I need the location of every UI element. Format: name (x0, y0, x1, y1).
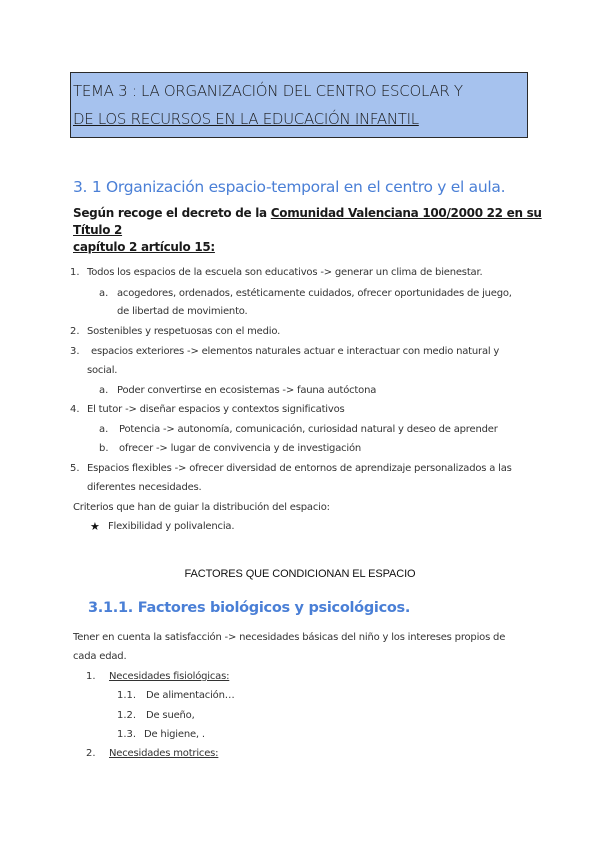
factors-subheading: 3.1.1. Factores biológicos y psicológicos. (88, 600, 411, 616)
criteria-label: Criterios que han de guiar la distribución del espacio: (73, 502, 330, 513)
title-line-1: TEMA 3 : LA ORGANIZACIÓN DEL CENTRO ESCOLAR Y (73, 82, 463, 100)
list-marker: 3. (70, 346, 80, 357)
intro-paragraph (73, 205, 543, 256)
list-item: diferentes necesidades. (87, 482, 202, 493)
list-marker: 2. (70, 326, 80, 337)
list-marker: a. (99, 424, 109, 435)
factors-paragraph-line: Tener en cuenta la satisfacción -> necesidades básicas del niño y los intereses propios de (73, 632, 506, 643)
list-item: de libertad de movimiento. (117, 306, 248, 317)
list-item: Necesidades fisiológicas: (109, 671, 230, 682)
list-item: Poder convertirse en ecosistemas -> fauna autóctona (117, 385, 377, 396)
star-icon: ★ (90, 520, 100, 533)
list-item: Espacios flexibles -> ofrecer diversidad de entornos de aprendizaje personalizados a las (87, 463, 512, 474)
list-marker: 1.3. (117, 729, 137, 740)
list-item: Todos los espacios de la escuela son educativos -> generar un clima de bienestar. (87, 267, 483, 278)
list-item: El tutor -> diseñar espacios y contextos significativos (87, 404, 345, 415)
list-item: Sostenibles y respetuosas con el medio. (87, 326, 281, 337)
list-marker: 4. (70, 404, 80, 415)
list-marker: b. (99, 443, 109, 454)
list-item: ofrecer -> lugar de convivencia y de investigación (119, 443, 362, 454)
list-marker: 1.2. (117, 710, 137, 721)
section-heading: 3. 1 Organización espacio-temporal en el centro y el aula. (73, 178, 506, 196)
list-item: Necesidades motrices: (109, 748, 219, 759)
criteria-item: Flexibilidad y polivalencia. (108, 521, 235, 532)
list-item: De higiene, . (144, 729, 205, 740)
list-marker: a. (99, 288, 109, 299)
list-marker: 1.1. (117, 690, 137, 701)
intro-link-1: Comunidad Valenciana 100/2000 22 en su Título 2 (73, 206, 542, 237)
list-item: acogedores, ordenados, estéticamente cuidados, ofrecer oportunidades de juego, (117, 288, 512, 299)
list-marker: 1. (86, 671, 96, 682)
title-box (70, 72, 528, 138)
list-item: Potencia -> autonomía, comunicación, curiosidad natural y deseo de aprender (119, 424, 498, 435)
list-marker: a. (99, 385, 109, 396)
intro-prefix: Según recoge el decreto de la (73, 206, 271, 220)
list-item: social. (87, 365, 118, 376)
list-marker: 2. (86, 748, 96, 759)
factors-paragraph-line: cada edad. (73, 651, 127, 662)
title-line-2-text: DE LOS RECURSOS EN LA EDUCACIÓN INFANTIL (73, 110, 419, 128)
title-line-2 (73, 105, 525, 133)
list-item: De alimentación… (146, 690, 235, 701)
list-item: De sueño, (146, 710, 195, 721)
factors-heading: FACTORES QUE CONDICIONAN EL ESPACIO (184, 568, 416, 580)
list-item: espacios exteriores -> elementos naturales actuar e interactuar con medio natural y (91, 346, 500, 357)
list-marker: 5. (70, 463, 80, 474)
list-marker: 1. (70, 267, 80, 278)
intro-link-2: capítulo 2 artículo 15: (73, 240, 215, 254)
